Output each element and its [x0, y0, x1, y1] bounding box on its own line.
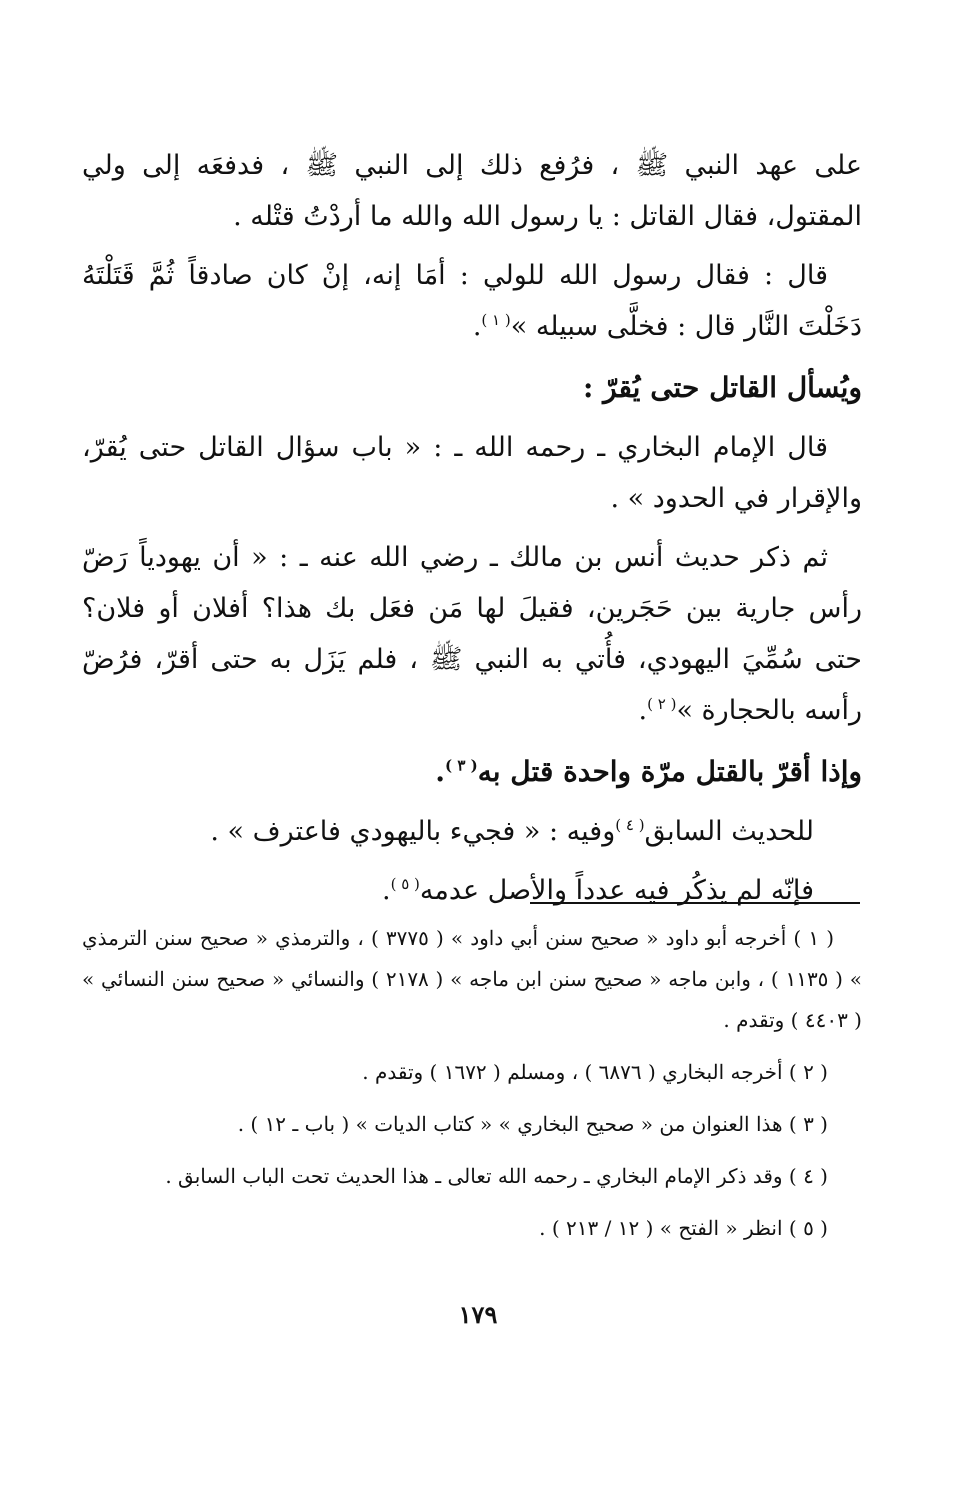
footnote-5: ( ٥ ) انظر « الفتح » ( ١٢ / ٢١٣ ) . [539, 1216, 828, 1240]
footnote-separator [530, 902, 860, 904]
paragraph-1 [82, 140, 862, 242]
paragraph-5 [82, 806, 862, 857]
paragraph-3-text: قال الإمام البخاري ـ رحمه الله ـ : « باب سؤال القاتل حتى يُقرّ، والإقرار في الحدود » . [82, 432, 862, 514]
paragraph-2-end: . [472, 311, 482, 342]
paragraph-2-text: قال : فقال رسول الله للولي : أمَا إنه، إنْ كان صادقاً ثُمَّ قَتَلْتَهُ دَخَلْتَ النَّار قال : فخلَّى سبيله » [82, 260, 862, 342]
paragraph-6-end: . [381, 875, 391, 906]
paragraph-4 [82, 532, 862, 736]
section-heading-2-end: . [435, 755, 446, 788]
footnotes [82, 918, 862, 1260]
footnote-4: ( ٤ ) وقد ذكر الإمام البخاري ـ رحمه الله تعالى ـ هذا الحديث تحت الباب السابق . [165, 1164, 828, 1188]
main-text [82, 140, 862, 924]
paragraph-4-end: . [638, 695, 648, 726]
footnote-ref-1[interactable]: ( ١ ) [481, 311, 511, 329]
paragraph-6 [82, 865, 862, 916]
footnote-2: ( ٢ ) أخرجه البخاري ( ٦٨٧٦ ) ، ومسلم ( ١٦٧٢ ) وتقدم . [362, 1060, 828, 1084]
footnote-3: ( ٣ ) هذا العنوان من « صحيح البخاري » « كتاب الديات » ( باب ـ ١٢ ) . [237, 1112, 828, 1136]
footnote-1: ( ١ ) أخرجه أبو داود « صحيح سنن أبي داود » ( ٣٧٧٥ ) ، والترمذي « صحيح سنن الترمذي » ( ١١٣٥ ) ، وابن ماجه « صحيح سنن ابن ماجه » ( ٢١٧٨ ) والنسائي « صحيح سنن النسائي » ( ٤٤٠٣ ) وتقدم . [82, 926, 862, 1032]
paragraph-2 [82, 250, 862, 352]
section-heading-1-text: ويُسأل القاتل حتى يُقرّ : [582, 371, 862, 404]
footnote-ref-3[interactable]: ( ٣ ) [445, 756, 478, 775]
paragraph-3 [82, 422, 862, 524]
footnote-ref-5[interactable]: ( ٥ ) [390, 875, 420, 893]
paragraph-5-text-b: وفيه : « فجيء باليهودي فاعترف » . [210, 816, 616, 847]
section-heading-1 [82, 360, 862, 416]
footnote-ref-2[interactable]: ( ٢ ) [647, 695, 677, 713]
paragraph-6-text: فإنّه لم يذكُر فيه عدداً والأصل عدمه [419, 875, 814, 906]
section-heading-2 [82, 744, 862, 800]
paragraph-4-text: ثم ذكر حديث أنس بن مالك ـ رضي الله عنه ـ : « أن يهودياً رَضّ رأس جارية بين حَجَرين، فقيلَ لها مَن فعَل بك هذا؟ أفلان أو فلان؟ حتى سُمِّيَ اليهودي، فأُتي به النبي ﷺ ، فلم يَزَل به حتى أقرّ، فرُضّ رأسه بالحجارة » [82, 542, 862, 726]
paragraph-5-text-a: للحديث السابق [644, 816, 814, 847]
page-number: ١٧٩ [458, 1300, 498, 1329]
paragraph-1-text: على عهد النبي ﷺ ، فرُفع ذلك إلى النبي ﷺ ، فدفعَه إلى ولي المقتول، فقال القاتل : يا رسول الله والله ما أردْتُ قتْله . [82, 150, 862, 232]
footnote-ref-4[interactable]: ( ٤ ) [615, 816, 645, 834]
section-heading-2-text: وإذا أقرّ بالقتل مرّة واحدة قتل به [477, 755, 862, 788]
